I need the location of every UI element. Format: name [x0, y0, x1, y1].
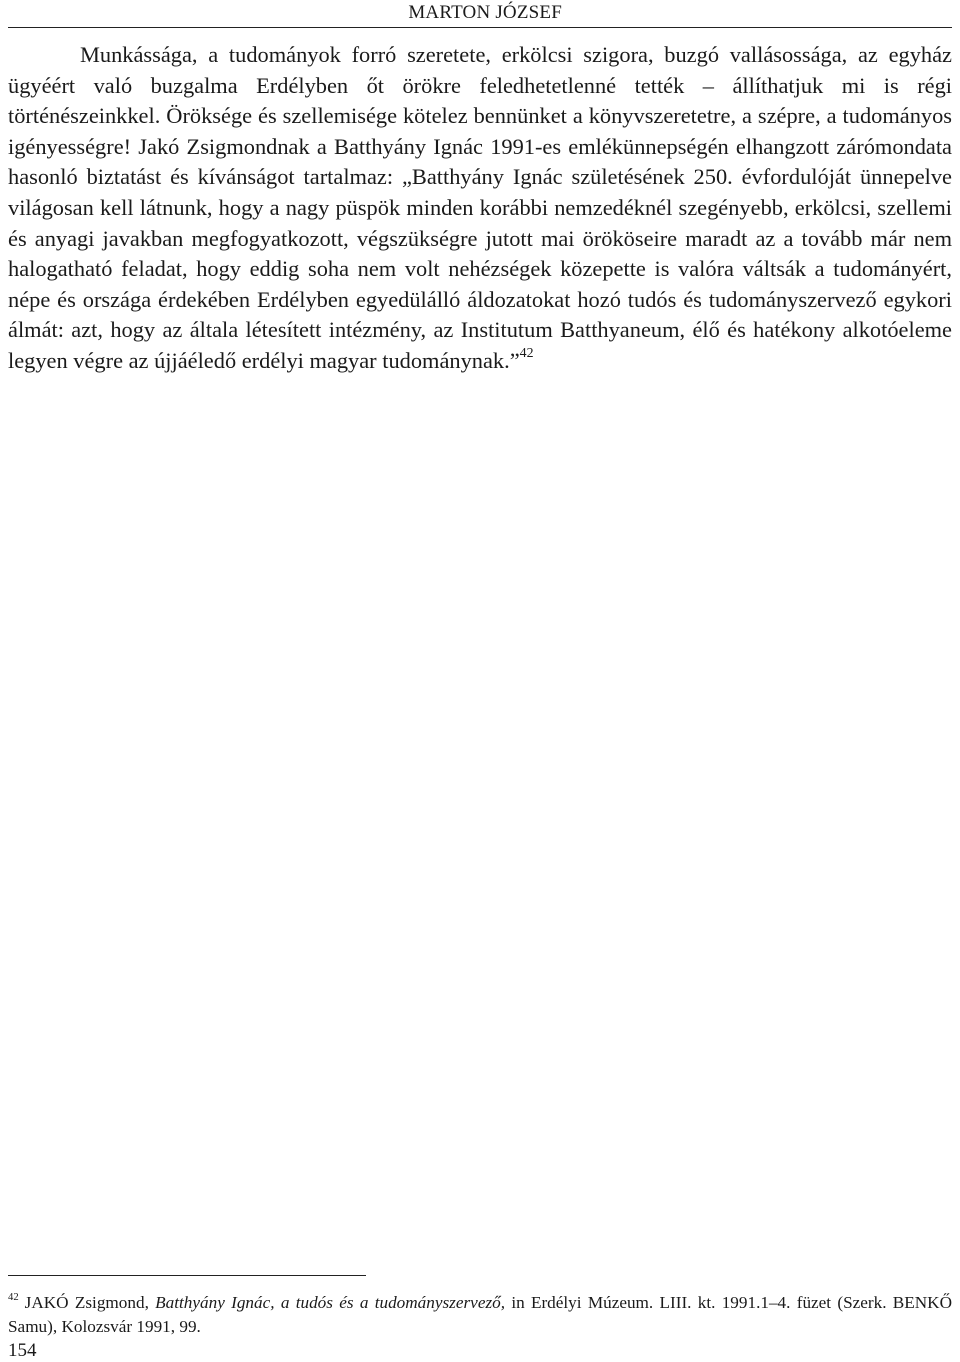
running-head [8, 2, 952, 24]
running-head-author: MARTON JÓZSEF [408, 2, 562, 23]
footnote-title: Batthyány Ignác, a tudós és a tudományszervező, [155, 1293, 506, 1312]
footnote-author: JAKÓ Zsigmond, [24, 1293, 149, 1312]
body-paragraph-text: Munkássága, a tudományok forró szeretete, erkölcsi szigora, buzgó vallásossága, az egyház ügyéért való buzgalma Erdélyben őt örökre feledhetetlenné tették – állíthatjuk mi is régi történészeinkkel. Öröksége és szellemisége kötelez bennünket a könyvszeretetre, a szépre, a tudományos igényességre! Jakó Zsigmondnak a Batthyány Ignác 1991-es emlékünnepségén elhangzott zárómondata hasonló biztatást és kívánságot tartalmaz: „Batthyány Ignác születésének 250. évfordulóját ünnepelve világosan kell látnunk, hogy a nagy püspök minden korábbi nemzedéknél szegényebb, erkölcsi, szellemi és anyagi javakban megfogyatkozott, végszükségre jutott mai örököseire maradt az a tovább már nem halogatható feladat, hogy eddig soha nem volt nehézségek közepette is valóra váltsák a tudományért, népe és országa érdekében Erdélyben egyedülálló áldozatokat hozó tudós és tudományszervező egykori álmát: azt, hogy az általa létesített intézmény, az Institutum Batthyaneum, élő és hatékony alkotóeleme legyen végre az újjáéledő erdélyi magyar tudománynak.” [8, 42, 952, 373]
footnote [8, 1291, 952, 1339]
footnote-source: in Erdélyi Múzeum. LIII. kt. 1991.1–4. füzet (Szerk. BENKŐ Samu), Kolozsvár 1991, 99. [8, 1293, 952, 1336]
footnote-number: 42 [8, 1291, 19, 1303]
footnote-rule [8, 1275, 366, 1276]
header-rule [8, 27, 952, 28]
footnote-reference[interactable]: 42 [519, 346, 534, 362]
page-number: 154 [8, 1340, 37, 1361]
body-paragraph [8, 40, 952, 377]
